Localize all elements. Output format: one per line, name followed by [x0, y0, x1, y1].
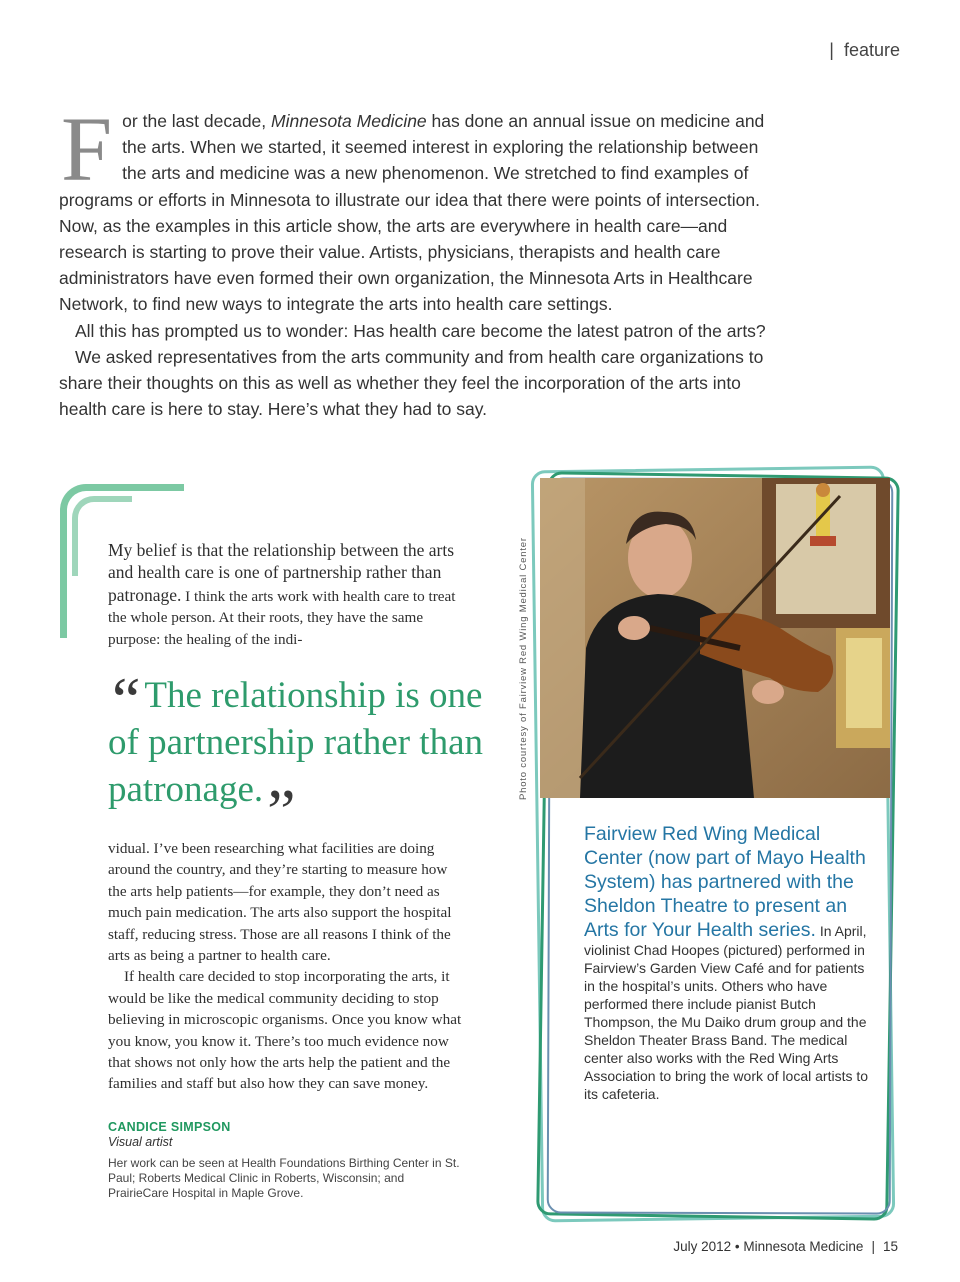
author-bio: Her work can be seen at Health Foundations Birthing Center in St. Paul; Roberts Medical Clinic in Roberts, Wisconsin; and PrairieCare Hospital in Maple Grove.: [108, 1156, 460, 1200]
footer-publication: Minnesota Medicine: [743, 1239, 864, 1254]
photo-credit: Photo courtesy of Fairview Red Wing Medical Center: [518, 537, 529, 800]
section-separator: |: [829, 40, 834, 60]
author-name: CANDICE SIMPSON: [108, 1120, 231, 1134]
violinist-illustration: [540, 478, 890, 798]
essay-paragraph-2: If health care decided to stop incorporating the arts, it would be like the medical community deciding to stop believing in microscopic organisms. Once you know what you know, you know it. There’s too much evidence now that shows not only how the arts help the patient and the families and staff but also how they can save money.: [108, 968, 462, 1093]
publication-title: Minnesota Medicine: [271, 111, 427, 131]
author-block: [108, 1120, 468, 1201]
essay-opening: My belief is that the relationship between the arts and health care is one of partnership rather than patronage. I think the arts work with health care to treat the whole person. At their roots, they have the same purpose: the healing of the indi-: [108, 540, 456, 648]
drop-cap: F: [61, 98, 113, 200]
pull-quote: [108, 664, 508, 847]
pull-quote-text: The relationship is one of partnership rather than patronage.: [108, 675, 483, 810]
intro-paragraph-2: All this has prompted us to wonder: Has health care become the latest patron of the arts?: [75, 320, 766, 341]
page-number: 15: [882, 1239, 898, 1254]
footer-bullet: •: [734, 1239, 740, 1254]
intro-text: [59, 98, 771, 422]
caption-body: In April, violinist Chad Hoopes (pictured) performed in Fairview’s Garden View Café and for patients in the hospital’s units. Others who have performed there include pianist Butch Thompson, the Mu Daiko drum group and the Sheldon Theater Brass Band. The medical center also works with the Red Wing Arts Association to bring the work of local artists to its cafeteria.: [584, 923, 869, 1102]
page-footer: [673, 1239, 898, 1254]
close-quote-mark: ”: [267, 776, 296, 847]
caption-lead: Fairview Red Wing Medical Center (now part of Mayo Health System) has partnered with the Sheldon Theatre to present an Arts for Your Health series.: [584, 823, 866, 941]
essay-continued: [108, 838, 464, 1095]
open-quote-mark: “: [112, 664, 141, 735]
violinist-photo: [540, 478, 890, 798]
footer-date: July 2012: [673, 1239, 732, 1254]
photo-caption: [584, 822, 874, 1104]
section-label: feature: [843, 40, 900, 60]
essay-lead: My belief is that the relationship between the arts and health care is one of partnership rather than patronage.: [108, 540, 455, 605]
footer-separator: |: [871, 1239, 875, 1254]
intro-paragraph-1: For the last decade, Minnesota Medicine has done an annual issue on medicine and the arts. When we started, it seemed interest in exploring the relationship between the arts and medicine was a new phenomenon. We stretched to find examples of programs or efforts in Minnesota to illustrate our idea that there were points of intersection. Now, as the examples in this article show, the arts are everywhere in health care—and research is starting to prove their value. Artists, physicians, therapists and health care administrators have even formed their own organization, the Minnesota Arts in Healthcare Network, to find new ways to integrate the arts into health care settings.: [59, 98, 765, 315]
intro-paragraph-3: We asked representatives from the arts community and from health care organizations to share their thoughts on this as well as whether they feel the incorporation of the arts into health care is here to stay. Here’s what they had to say.: [59, 346, 764, 420]
author-role: Visual artist: [108, 1135, 173, 1149]
essay-paragraph-1: vidual. I’ve been researching what facilities are doing around the country, and they’re starting to measure how the arts help patients—for example, they don’t need as much pain medication. The arts also support the hospital staff, reducing stress. Those are all reasons I think of the arts as being a partner to health care.: [108, 840, 452, 965]
section-tag: [829, 40, 900, 61]
